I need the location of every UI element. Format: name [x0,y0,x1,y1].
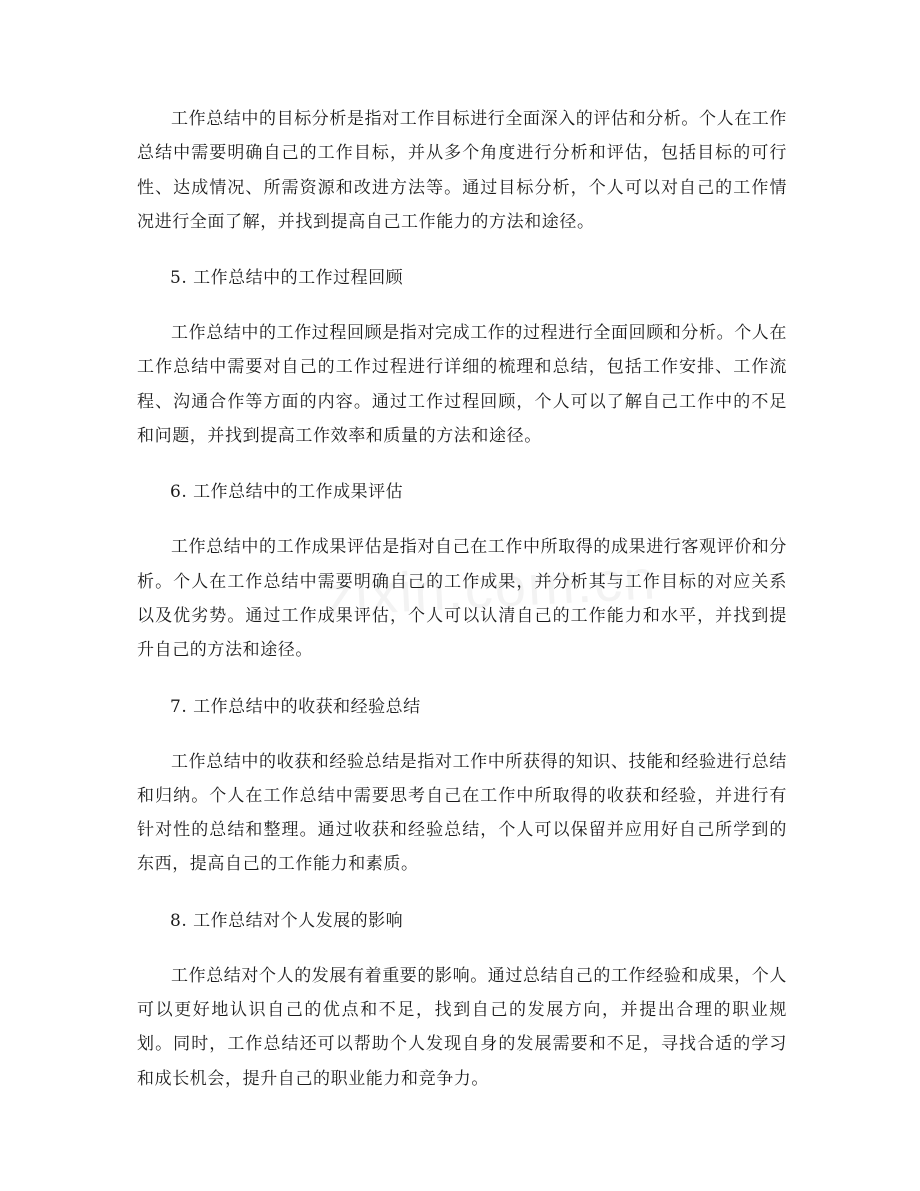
heading-work-process-review: 5. 工作总结中的工作过程回顾 [170,268,404,289]
paragraph-personal-development-impact: 工作总结对个人的发展有着重要的影响。通过总结自己的工作经验和成果，个人可以更好地认识自己的优点和不足，找到自己的发展方向，并提出合理的职业规划。同时，工作总结还可以帮助个人发现自身的发展需要和不足，寻找合适的学习和成长机会，提升自己的职业能力和竞争力。 [137,965,787,1089]
heading-work-results-evaluation: 6. 工作总结中的工作成果评估 [170,482,404,503]
paragraph-work-process-review: 工作总结中的工作过程回顾是指对完成工作的过程进行全面回顾和分析。个人在工作总结中需要对自己的工作过程进行详细的梳理和总结，包括工作安排、工作流程、沟通合作等方面的内容。通过工作过程回顾，个人可以了解自己工作中的不足和问题，并找到提高工作效率和质量的方法和途径。 [137,323,787,447]
document-content [137,102,787,1096]
paragraph-gains-and-experience: 工作总结中的收获和经验总结是指对工作中所获得的知识、技能和经验进行总结和归纳。个人在工作总结中需要思考自己在工作中所取得的收获和经验，并进行有针对性的总结和整理。通过收获和经验总结，个人可以保留并应用好自己所学到的东西，提高自己的工作能力和素质。 [137,751,787,875]
paragraph-work-results-evaluation: 工作总结中的工作成果评估是指对自己在工作中所取得的成果进行客观评价和分析。个人在工作总结中需要明确自己的工作成果，并分析其与工作目标的对应关系以及优劣势。通过工作成果评估，个人可以认清自己的工作能力和水平，并找到提升自己的方法和途径。 [137,537,787,661]
heading-gains-and-experience: 7. 工作总结中的收获和经验总结 [170,696,421,717]
paragraph-target-analysis: 工作总结中的目标分析是指对工作目标进行全面深入的评估和分析。个人在工作总结中需要明确自己的工作目标，并从多个角度进行分析和评估，包括目标的可行性、达成情况、所需资源和改进方法等。通过目标分析，个人可以对自己的工作情况进行全面了解，并找到提高自己工作能力的方法和途径。 [137,109,787,232]
heading-personal-development-impact: 8. 工作总结对个人发展的影响 [170,910,404,931]
